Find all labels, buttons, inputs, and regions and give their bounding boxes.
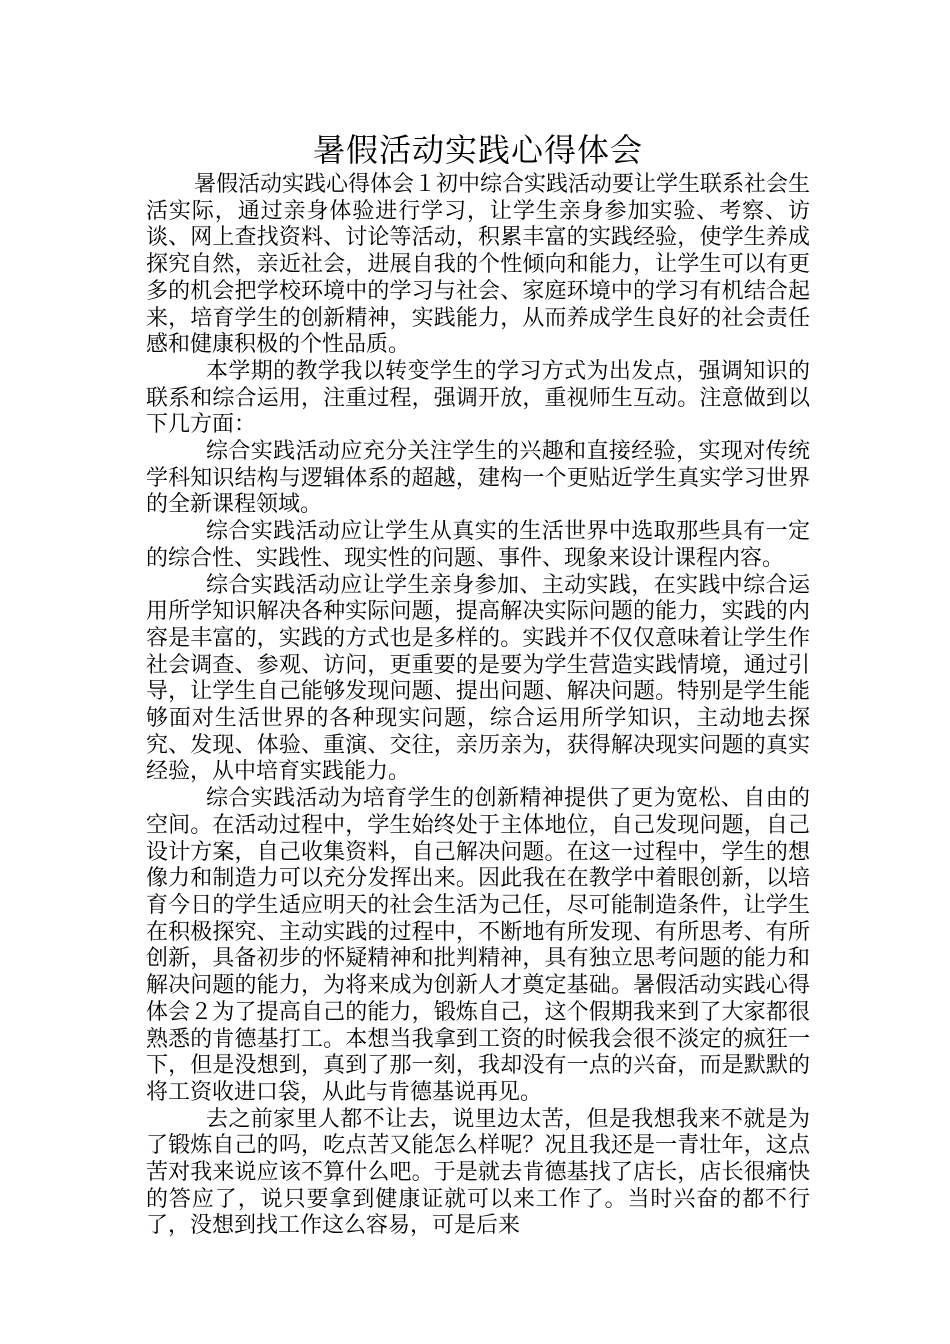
paragraph-practice: 综合实践活动应让学生亲身参加、主动实践，在实践中综合运用所学知识解决各种实际问题，提高解决实际问题的能力，实践的内容是丰富的，实践的方式也是多样的。实践并不仅仅意味着让学生作社会调查、参观、访问，更重要的是要为学生营造实践情境，通过引导，让学生自己能够发现问题、提出问题、解决问题。特别是学生能够面对生活世界的各种现实问题，综合运用所学知识，主动地去探究、发现、体验、重演、交往，亲历亲为，获得解决现实问题的真实经验，从中培育实践能力。 <box>146 572 810 785</box>
paragraph-innovation: 综合实践活动为培育学生的创新精神提供了更为宽松、自由的空间。在活动过程中，学生始终处于主体地位，自己发现问题，自己设计方案，自己收集资料，自己解决问题。在这一过程中，学生的想像力和制造力可以充分发挥出来。因此我在在教学中着眼创新，以培育今日的学生适应明天的社会生活为己任，尽可能制造条件，让学生在积极探究、主动实践的过程中，不断地有所发现、有所思考、有所创新，具备初步的怀疑精神和批判精神，具有独立思考问题的能力和解决问题的能力，为将来成为创新人才奠定基础。暑假活动实践心得体会２为了提高自己的能力，锻炼自己，这个假期我来到了大家都很熟悉的肯德基打工。本想当我拿到工资的时候我会很不淡定的疯狂一下，但是没想到，真到了那一刻，我却没有一点的兴奋，而是默默的将工资收进口袋，从此与肯德基说再见。 <box>146 786 810 1105</box>
paragraph-kfc-job: 去之前家里人都不让去，说里边太苦，但是我想我来不就是为了锻炼自己的吗，吃点苦又能怎么样呢？况且我还是一青壮年，这点苦对我来说应该不算什么吧。于是就去肯德基找了店长，店长很痛快的答应了，说只要拿到健康证就可以来工作了。当时兴奋的都不行了，没想到找工作这么容易，可是后来 <box>146 1106 810 1239</box>
paragraph-intro: 暑假活动实践心得体会１初中综合实践活动要让学生联系社会生活实际，通过亲身体验进行学习，让学生亲身参加实验、考察、访谈、网上查找资料、讨论等活动，积累丰富的实践经验，使学生养成探究自然，亲近社会，进展自我的个性倾向和能力，让学生可以有更多的机会把学校环境中的学习与社会、家庭环境中的学习有机结合起来，培育学生的创新精神，实践能力，从而养成学生良好的社会责任感和健康积极的个性品质。 <box>146 172 811 358</box>
document-title: 暑假活动实践心得体会 <box>312 131 643 169</box>
paragraph-course-content: 综合实践活动应让学生从真实的生活世界中选取那些具有一定的综合性、实践性、现实性的问题、事件、现象来设计课程内容。 <box>146 519 810 571</box>
paragraph-teaching-approach: 本学期的教学我以转变学生的学习方式为出发点，强调知识的联系和综合运用，注重过程，强调开放，重视师生互动。注意做到以下几方面： <box>146 358 810 438</box>
paragraph-interest-experience: 综合实践活动应充分关注学生的兴趣和直接经验，实现对传统学科知识结构与逻辑体系的超越，建构一个更贴近学生真实学习世界的全新课程领域。 <box>146 439 810 518</box>
document-page <box>146 128 810 1240</box>
